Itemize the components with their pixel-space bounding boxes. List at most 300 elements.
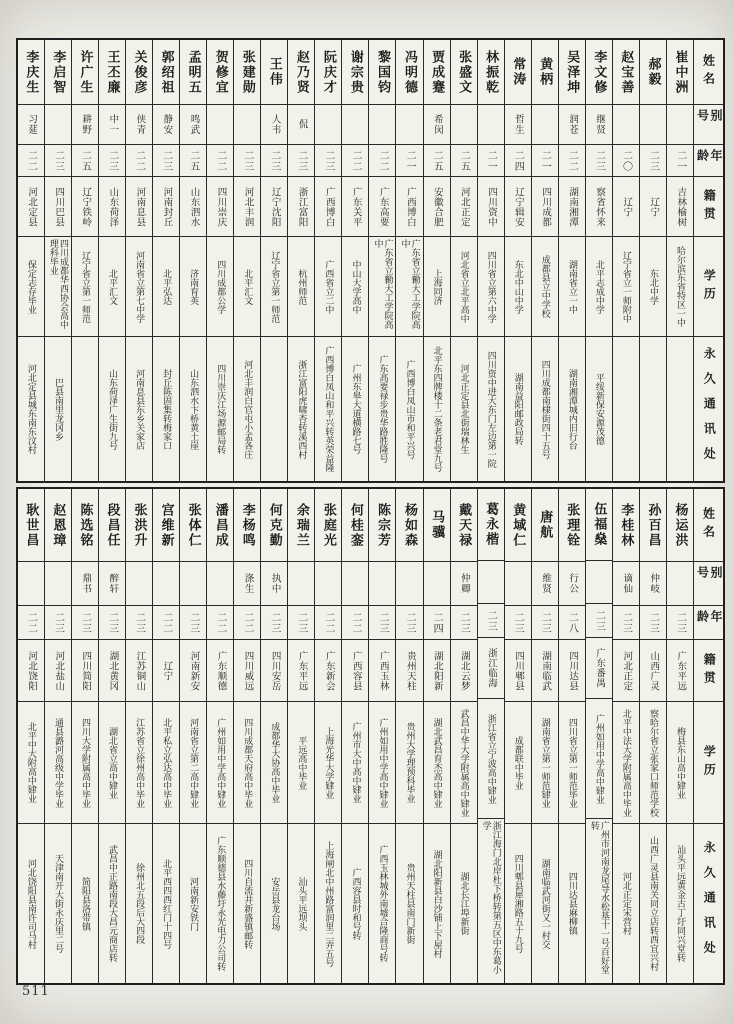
age-cell: 二五 — [451, 144, 477, 176]
education-cell: 广东省立勷大工学院高中 — [396, 236, 422, 336]
native-place-cell: 辽宁 — [613, 176, 639, 236]
alias-cell — [640, 104, 666, 144]
age-cell: 二一 — [478, 144, 504, 176]
address-cell: 贵州天柱县南门新街 — [396, 823, 422, 983]
native-place-cell: 四川成都 — [532, 176, 558, 236]
age-cell: 二二 — [369, 144, 395, 176]
education-cell: 四川大学附属高中毕业 — [72, 701, 98, 823]
address-cell — [261, 336, 287, 481]
address-cell — [640, 336, 666, 481]
education-cell: 河南省立第七中学 — [126, 236, 152, 336]
person-column — [260, 40, 287, 481]
address-cell: 山东荷泽广生街九号 — [99, 336, 125, 481]
education-cell: 武昌中华大学附属高中肄业 — [451, 701, 477, 823]
alias-cell: 耕野 — [72, 104, 98, 144]
education-cell: 四川成都天府高中毕业 — [234, 701, 260, 823]
age-cell: 二二 — [559, 144, 585, 176]
alias-cell — [369, 561, 395, 605]
row-header-label: 学历 — [694, 701, 723, 823]
alias-cell — [18, 561, 44, 605]
alias-cell: 希闵 — [424, 104, 450, 144]
native-place-cell: 河北饶阳 — [18, 639, 44, 701]
row-header-label: 永久通讯处 — [694, 336, 723, 481]
alias-cell — [153, 561, 179, 605]
native-place-cell: 四川巴县 — [45, 176, 71, 236]
name-cell: 林振乾 — [483, 49, 499, 95]
person-column — [423, 489, 450, 983]
education-cell: 江苏省立徐州高中毕业 — [126, 701, 152, 823]
age-cell: 二三 — [153, 144, 179, 176]
registry-table-top — [16, 38, 725, 483]
native-place-cell: 湖北黄冈 — [99, 639, 125, 701]
person-column — [98, 40, 125, 481]
person-column — [477, 40, 504, 481]
name-cell: 陈宗芳 — [374, 502, 390, 548]
age-cell: 二三 — [288, 605, 314, 639]
age-cell: 二三 — [288, 144, 314, 176]
address-cell — [72, 336, 98, 481]
person-column — [71, 40, 98, 481]
education-cell: 北平私立弘达高中毕业 — [153, 701, 179, 823]
native-place-cell: 江苏铜山 — [126, 639, 152, 701]
native-place-cell: 四川安岳 — [261, 639, 287, 701]
person-column — [18, 489, 44, 983]
name-cell: 伍福燊 — [591, 501, 607, 547]
alias-cell: 侠青 — [126, 104, 152, 144]
name-cell: 宫维新 — [158, 502, 174, 548]
name-cell: 李庆生 — [23, 49, 39, 95]
name-cell: 李启智 — [50, 49, 66, 95]
native-place-cell: 广东高要 — [369, 176, 395, 236]
address-cell: 河北丰润白官屯小孟各庄 — [234, 336, 260, 481]
age-cell: 二三 — [586, 144, 612, 176]
alias-cell: 润苍 — [559, 104, 585, 144]
education-cell: 杭州师范 — [288, 236, 314, 336]
row-header-label: 姓名 — [701, 507, 716, 543]
row-header-column — [693, 40, 723, 481]
address-cell: 山西广灵县南关同立店转西宜兴村 — [640, 823, 666, 983]
person-column — [666, 40, 693, 481]
name-cell: 黎国钧 — [374, 49, 390, 95]
address-cell: 武昌中正路南段大昌元商店转 — [99, 823, 125, 983]
name-cell: 张洪升 — [131, 502, 147, 548]
age-cell: 二三 — [532, 605, 558, 639]
address-cell: 广州市河南龙尾导水松基十一号百好堂转 — [586, 818, 612, 983]
education-cell: 济南育英 — [180, 236, 206, 336]
age-cell: 二三 — [369, 605, 395, 639]
address-cell: 山东泗水卞桥黄土崖 — [180, 336, 206, 481]
person-column — [152, 489, 179, 983]
person-column — [341, 489, 368, 983]
age-cell: 二二 — [342, 605, 368, 639]
native-place-cell: 广西容县 — [342, 639, 368, 701]
person-column — [531, 489, 558, 983]
age-cell: 二三 — [72, 605, 98, 639]
education-cell: 哈尔滨东省特区一中 — [667, 236, 693, 336]
native-place-cell: 辽宁沈阳 — [261, 176, 287, 236]
address-cell — [613, 336, 639, 481]
education-cell: 通县潞河高级中学毕业 — [45, 701, 71, 823]
person-column — [18, 40, 44, 481]
address-cell: 广东顺德县水藤圩永光电力公司转 — [207, 823, 233, 983]
age-cell: 二三 — [99, 605, 125, 639]
name-cell: 杨如森 — [402, 502, 418, 548]
age-cell: 二三 — [45, 605, 71, 639]
age-cell: 二四 — [424, 605, 450, 639]
age-cell: 二一 — [532, 144, 558, 176]
person-column — [233, 489, 260, 983]
alias-cell: 醉轩 — [99, 561, 125, 605]
native-place-cell: 广东关平 — [342, 176, 368, 236]
address-cell: 湖北阳新县白沙铺上下屋村 — [424, 823, 450, 983]
native-place-cell: 安徽合肥 — [424, 176, 450, 236]
alias-cell — [478, 560, 504, 603]
alias-cell: 习莚 — [18, 104, 44, 144]
alias-cell: 中一 — [99, 104, 125, 144]
address-cell: 河北正定县北街瑞林生 — [451, 336, 477, 481]
education-cell: 成都华大协高中毕业 — [261, 701, 287, 823]
education-cell: 辽宁省立第一师范 — [261, 236, 287, 336]
person-column — [233, 40, 260, 481]
name-cell: 张理铨 — [564, 502, 580, 548]
education-cell: 四川省立第六中学 — [478, 236, 504, 336]
address-cell: 湖北长江埠新街 — [451, 823, 477, 983]
person-column — [44, 40, 71, 481]
name-cell: 吴泽坤 — [564, 49, 580, 95]
row-header-label: 别号 — [694, 561, 723, 605]
address-cell: 徐州北五段后大四段 — [126, 823, 152, 983]
name-cell: 贺修宜 — [212, 49, 228, 95]
name-cell: 许广生 — [77, 49, 93, 95]
person-column — [125, 489, 152, 983]
person-column — [504, 40, 531, 481]
native-place-cell: 察省怀来 — [586, 176, 612, 236]
native-place-cell: 湖北阳新 — [424, 639, 450, 701]
person-column — [666, 489, 693, 983]
age-cell: 二三 — [396, 605, 422, 639]
age-cell: 二三 — [586, 603, 612, 637]
age-cell: 二三 — [315, 144, 341, 176]
education-cell: 广州如用中学高中肄业 — [586, 698, 612, 818]
address-cell: 四川崇庆江场源邮局转 — [207, 336, 233, 481]
alias-cell — [315, 104, 341, 144]
row-header-label: 别号 — [694, 104, 723, 144]
native-place-cell: 广西玉林 — [369, 639, 395, 701]
address-cell: 四川达县麻柳镇 — [559, 823, 585, 983]
alias-cell: 涤生 — [234, 561, 260, 605]
person-column — [585, 489, 612, 983]
age-cell: 二三 — [261, 605, 287, 639]
row-header-label: 学历 — [694, 236, 723, 336]
name-cell: 耿世昌 — [23, 502, 39, 548]
address-cell: 四川郫县犀湘路五十九号 — [505, 823, 531, 983]
age-cell: 二二 — [126, 144, 152, 176]
age-cell: 二二 — [207, 605, 233, 639]
person-column — [368, 489, 395, 983]
education-cell: 湖南省立第一师范肄业 — [532, 701, 558, 823]
name-cell: 关俊彦 — [131, 49, 147, 95]
name-cell: 杨运洪 — [672, 502, 688, 548]
person-column — [287, 489, 314, 983]
person-column — [179, 489, 206, 983]
row-header-column — [693, 489, 723, 983]
name-cell: 李文修 — [591, 49, 607, 95]
address-cell: 上海闸北中州路富润里二弄五号 — [315, 823, 341, 983]
name-cell: 谢宗贵 — [347, 49, 363, 95]
age-cell: 二三 — [640, 605, 666, 639]
age-cell: 二三 — [234, 144, 260, 176]
native-place-cell: 贵州天柱 — [396, 639, 422, 701]
age-cell: 二三 — [180, 605, 206, 639]
name-cell: 冯明德 — [402, 49, 418, 95]
native-place-cell: 浙江富阳 — [288, 176, 314, 236]
native-place-cell: 四川崇庆 — [207, 176, 233, 236]
education-cell: 上海光华大学肄业 — [315, 701, 341, 823]
name-cell: 孙百昌 — [645, 502, 661, 548]
age-cell: 二八 — [559, 605, 585, 639]
address-cell: 北平西四西红门十四号 — [153, 823, 179, 983]
education-cell: 湖北武昌育杰高中肄业 — [424, 701, 450, 823]
native-place-cell: 广东番禺 — [586, 637, 612, 698]
education-cell: 平远高中毕业 — [288, 701, 314, 823]
address-cell: 广州东皋大道横路七号 — [342, 336, 368, 481]
alias-cell: 静安 — [153, 104, 179, 144]
native-place-cell: 河南新安 — [180, 639, 206, 701]
native-place-cell: 辽宁 — [153, 639, 179, 701]
native-place-cell: 山东荷泽 — [99, 176, 125, 236]
address-cell: 浙江富阳虎啸杏转溪西村 — [288, 336, 314, 481]
address-cell: 广西容县时和号转 — [342, 823, 368, 983]
education-cell: 广州市大中高中肄业 — [342, 701, 368, 823]
alias-cell — [234, 104, 260, 144]
age-cell: 二五 — [180, 144, 206, 176]
alias-cell: 仲岐 — [640, 561, 666, 605]
row-header-label: 籍贯 — [694, 176, 723, 236]
person-column — [341, 40, 368, 481]
native-place-cell: 吉林榆树 — [667, 176, 693, 236]
education-cell: 中山大学高中 — [342, 236, 368, 336]
native-place-cell: 广西博白 — [315, 176, 341, 236]
name-cell: 黄域仁 — [510, 502, 526, 548]
alias-cell: 鸣武 — [180, 104, 206, 144]
education-cell: 北平中大附高中肄业 — [18, 701, 44, 823]
native-place-cell: 河南息县 — [126, 176, 152, 236]
person-column — [314, 40, 341, 481]
person-column — [558, 40, 585, 481]
person-column — [287, 40, 314, 481]
native-place-cell: 四川达县 — [559, 639, 585, 701]
native-place-cell: 湖北云梦 — [451, 639, 477, 701]
native-place-cell: 广东顺德 — [207, 639, 233, 701]
alias-cell — [369, 104, 395, 144]
page-number: 511 — [22, 984, 50, 999]
person-column — [612, 489, 639, 983]
native-place-cell: 四川资中 — [478, 176, 504, 236]
address-cell: 浙江海门北岸杜下桥转第五区中东葛小学 — [478, 818, 504, 983]
alias-cell — [505, 561, 531, 605]
person-column — [395, 40, 422, 481]
name-cell: 孟明五 — [185, 49, 201, 95]
name-cell: 何克勤 — [266, 502, 282, 548]
person-column — [98, 489, 125, 983]
education-cell: 北平弘达 — [153, 236, 179, 336]
alias-cell — [45, 104, 71, 144]
education-cell: 成都联中毕业 — [505, 701, 531, 823]
alias-cell — [207, 104, 233, 144]
education-cell: 成都县立中学校 — [532, 236, 558, 336]
alias-cell: 侃 — [288, 104, 314, 144]
alias-cell — [586, 560, 612, 603]
alias-cell: 人韦 — [261, 104, 287, 144]
age-cell: 二〇 — [613, 144, 639, 176]
alias-cell: 执中 — [261, 561, 287, 605]
row-header-label: 永久通讯处 — [694, 823, 723, 983]
address-cell: 广东高要禄步贵华路胜隆号 — [369, 336, 395, 481]
native-place-cell: 四川郫县 — [505, 639, 531, 701]
alias-cell — [396, 104, 422, 144]
alias-cell — [667, 104, 693, 144]
native-place-cell: 广东新会 — [315, 639, 341, 701]
native-place-cell: 广西博白 — [396, 176, 422, 236]
native-place-cell: 浙江临海 — [478, 637, 504, 698]
age-cell: 二三 — [667, 605, 693, 639]
age-cell: 二三 — [478, 603, 504, 637]
name-cell: 赵恩璋 — [50, 502, 66, 548]
education-cell: 河南省立第二高中肄业 — [180, 701, 206, 823]
person-column — [44, 489, 71, 983]
address-cell: 北平东四牌楼十二条老君堂九号 — [424, 336, 450, 481]
person-column — [395, 489, 422, 983]
education-cell: 广东省立勷大工学院高中 — [369, 236, 395, 336]
person-column — [639, 489, 666, 983]
address-cell: 广西玉林城外南墟合隆商号转 — [369, 823, 395, 983]
person-column — [477, 489, 504, 983]
education-cell: 辽宁省立一师附中 — [613, 236, 639, 336]
age-cell: 二二 — [18, 605, 44, 639]
name-cell: 张庭光 — [320, 502, 336, 548]
native-place-cell: 四川威远 — [234, 639, 260, 701]
native-place-cell: 河北丰润 — [234, 176, 260, 236]
alias-cell — [478, 104, 504, 144]
row-header-label: 年龄 — [694, 144, 723, 176]
person-column — [450, 489, 477, 983]
address-cell: 封丘陈固集转梅家口 — [153, 336, 179, 481]
address-cell: 巴县南里龙冈乡 — [45, 336, 71, 481]
address-cell: 平绥新保安源茂德 — [586, 336, 612, 481]
person-column — [504, 489, 531, 983]
alias-cell — [342, 104, 368, 144]
education-cell: 湖南省立一中 — [559, 236, 585, 336]
name-cell: 阮庆才 — [320, 49, 336, 95]
name-cell: 黄柄 — [537, 57, 553, 87]
person-column — [206, 489, 233, 983]
native-place-cell: 河北盐山 — [45, 639, 71, 701]
education-cell: 广州如用中学高中肄业 — [369, 701, 395, 823]
education-cell: 北平志成中学 — [586, 236, 612, 336]
age-cell: 二一 — [396, 144, 422, 176]
education-cell: 四川成都公学 — [207, 236, 233, 336]
native-place-cell: 广东平远 — [667, 639, 693, 701]
age-cell: 二三 — [505, 605, 531, 639]
address-cell: 湖南临武河街又一村交 — [532, 823, 558, 983]
row-header-label: 籍贯 — [694, 639, 723, 701]
age-cell: 二三 — [99, 144, 125, 176]
alias-cell: 鼎书 — [72, 561, 98, 605]
alias-cell — [180, 561, 206, 605]
name-cell: 戴天禄 — [456, 502, 472, 548]
name-cell: 李杨鸣 — [239, 502, 255, 548]
alias-cell: 哲生 — [505, 104, 531, 144]
name-cell: 陈选铭 — [77, 502, 93, 548]
alias-cell — [207, 561, 233, 605]
education-cell: 浙江省立宁波高中肄业 — [478, 698, 504, 818]
address-cell: 河北正定宋营村 — [613, 823, 639, 983]
name-cell: 张体仁 — [185, 502, 201, 548]
native-place-cell: 辽宁 — [640, 176, 666, 236]
name-cell: 何桂銮 — [347, 502, 363, 548]
education-cell: 四川省立第一师范毕业 — [559, 701, 585, 823]
name-cell: 唐航 — [537, 510, 553, 540]
education-cell: 河北省立北平高中 — [451, 236, 477, 336]
person-column — [423, 40, 450, 481]
native-place-cell: 河南封丘 — [153, 176, 179, 236]
alias-cell — [451, 104, 477, 144]
age-cell: 二二 — [342, 144, 368, 176]
education-cell: 广州如用中学高中肄业 — [207, 701, 233, 823]
education-cell: 广西省立二中 — [315, 236, 341, 336]
row-header-label: 姓名 — [701, 54, 716, 90]
person-column — [71, 489, 98, 983]
age-cell: 二二 — [207, 144, 233, 176]
person-column — [206, 40, 233, 481]
native-place-cell: 湖南湘潭 — [559, 176, 585, 236]
person-column — [368, 40, 395, 481]
education-cell: 贵州大学理预科毕业 — [396, 701, 422, 823]
name-cell: 郭绍祖 — [158, 49, 174, 95]
name-cell: 王伟 — [266, 57, 282, 87]
age-cell: 二四 — [505, 144, 531, 176]
person-column — [314, 489, 341, 983]
native-place-cell: 湖南临武 — [532, 639, 558, 701]
name-cell: 赵宝善 — [618, 49, 634, 95]
address-cell: 河南息县东乡关家店 — [126, 336, 152, 481]
alias-cell: 继贤 — [586, 104, 612, 144]
person-column — [179, 40, 206, 481]
address-cell: 四川自流井新盛镇邮转 — [234, 823, 260, 983]
address-cell — [667, 336, 693, 481]
native-place-cell: 辽宁铁岭 — [72, 176, 98, 236]
age-cell: 二三 — [126, 605, 152, 639]
education-cell: 上海同济 — [424, 236, 450, 336]
person-column — [125, 40, 152, 481]
age-cell: 二二 — [18, 144, 44, 176]
address-cell: 安岳县龙台场 — [261, 823, 287, 983]
age-cell: 二三 — [451, 605, 477, 639]
address-cell: 四川资中进大东门左边第一院 — [478, 336, 504, 481]
person-column — [152, 40, 179, 481]
name-cell: 段昌任 — [104, 502, 120, 548]
age-cell: 二二 — [234, 605, 260, 639]
education-cell: 梅县东山高中肄业 — [667, 701, 693, 823]
name-cell: 郝毅 — [645, 57, 661, 87]
native-place-cell: 河北定县 — [18, 176, 44, 236]
education-cell: 东北中学 — [640, 236, 666, 336]
education-cell: 湖北省立高中肄业 — [99, 701, 125, 823]
alias-cell — [288, 561, 314, 605]
alias-cell: 谪仙 — [613, 561, 639, 605]
age-cell: 二一 — [667, 144, 693, 176]
address-cell: 简阳县洛带镇 — [72, 823, 98, 983]
